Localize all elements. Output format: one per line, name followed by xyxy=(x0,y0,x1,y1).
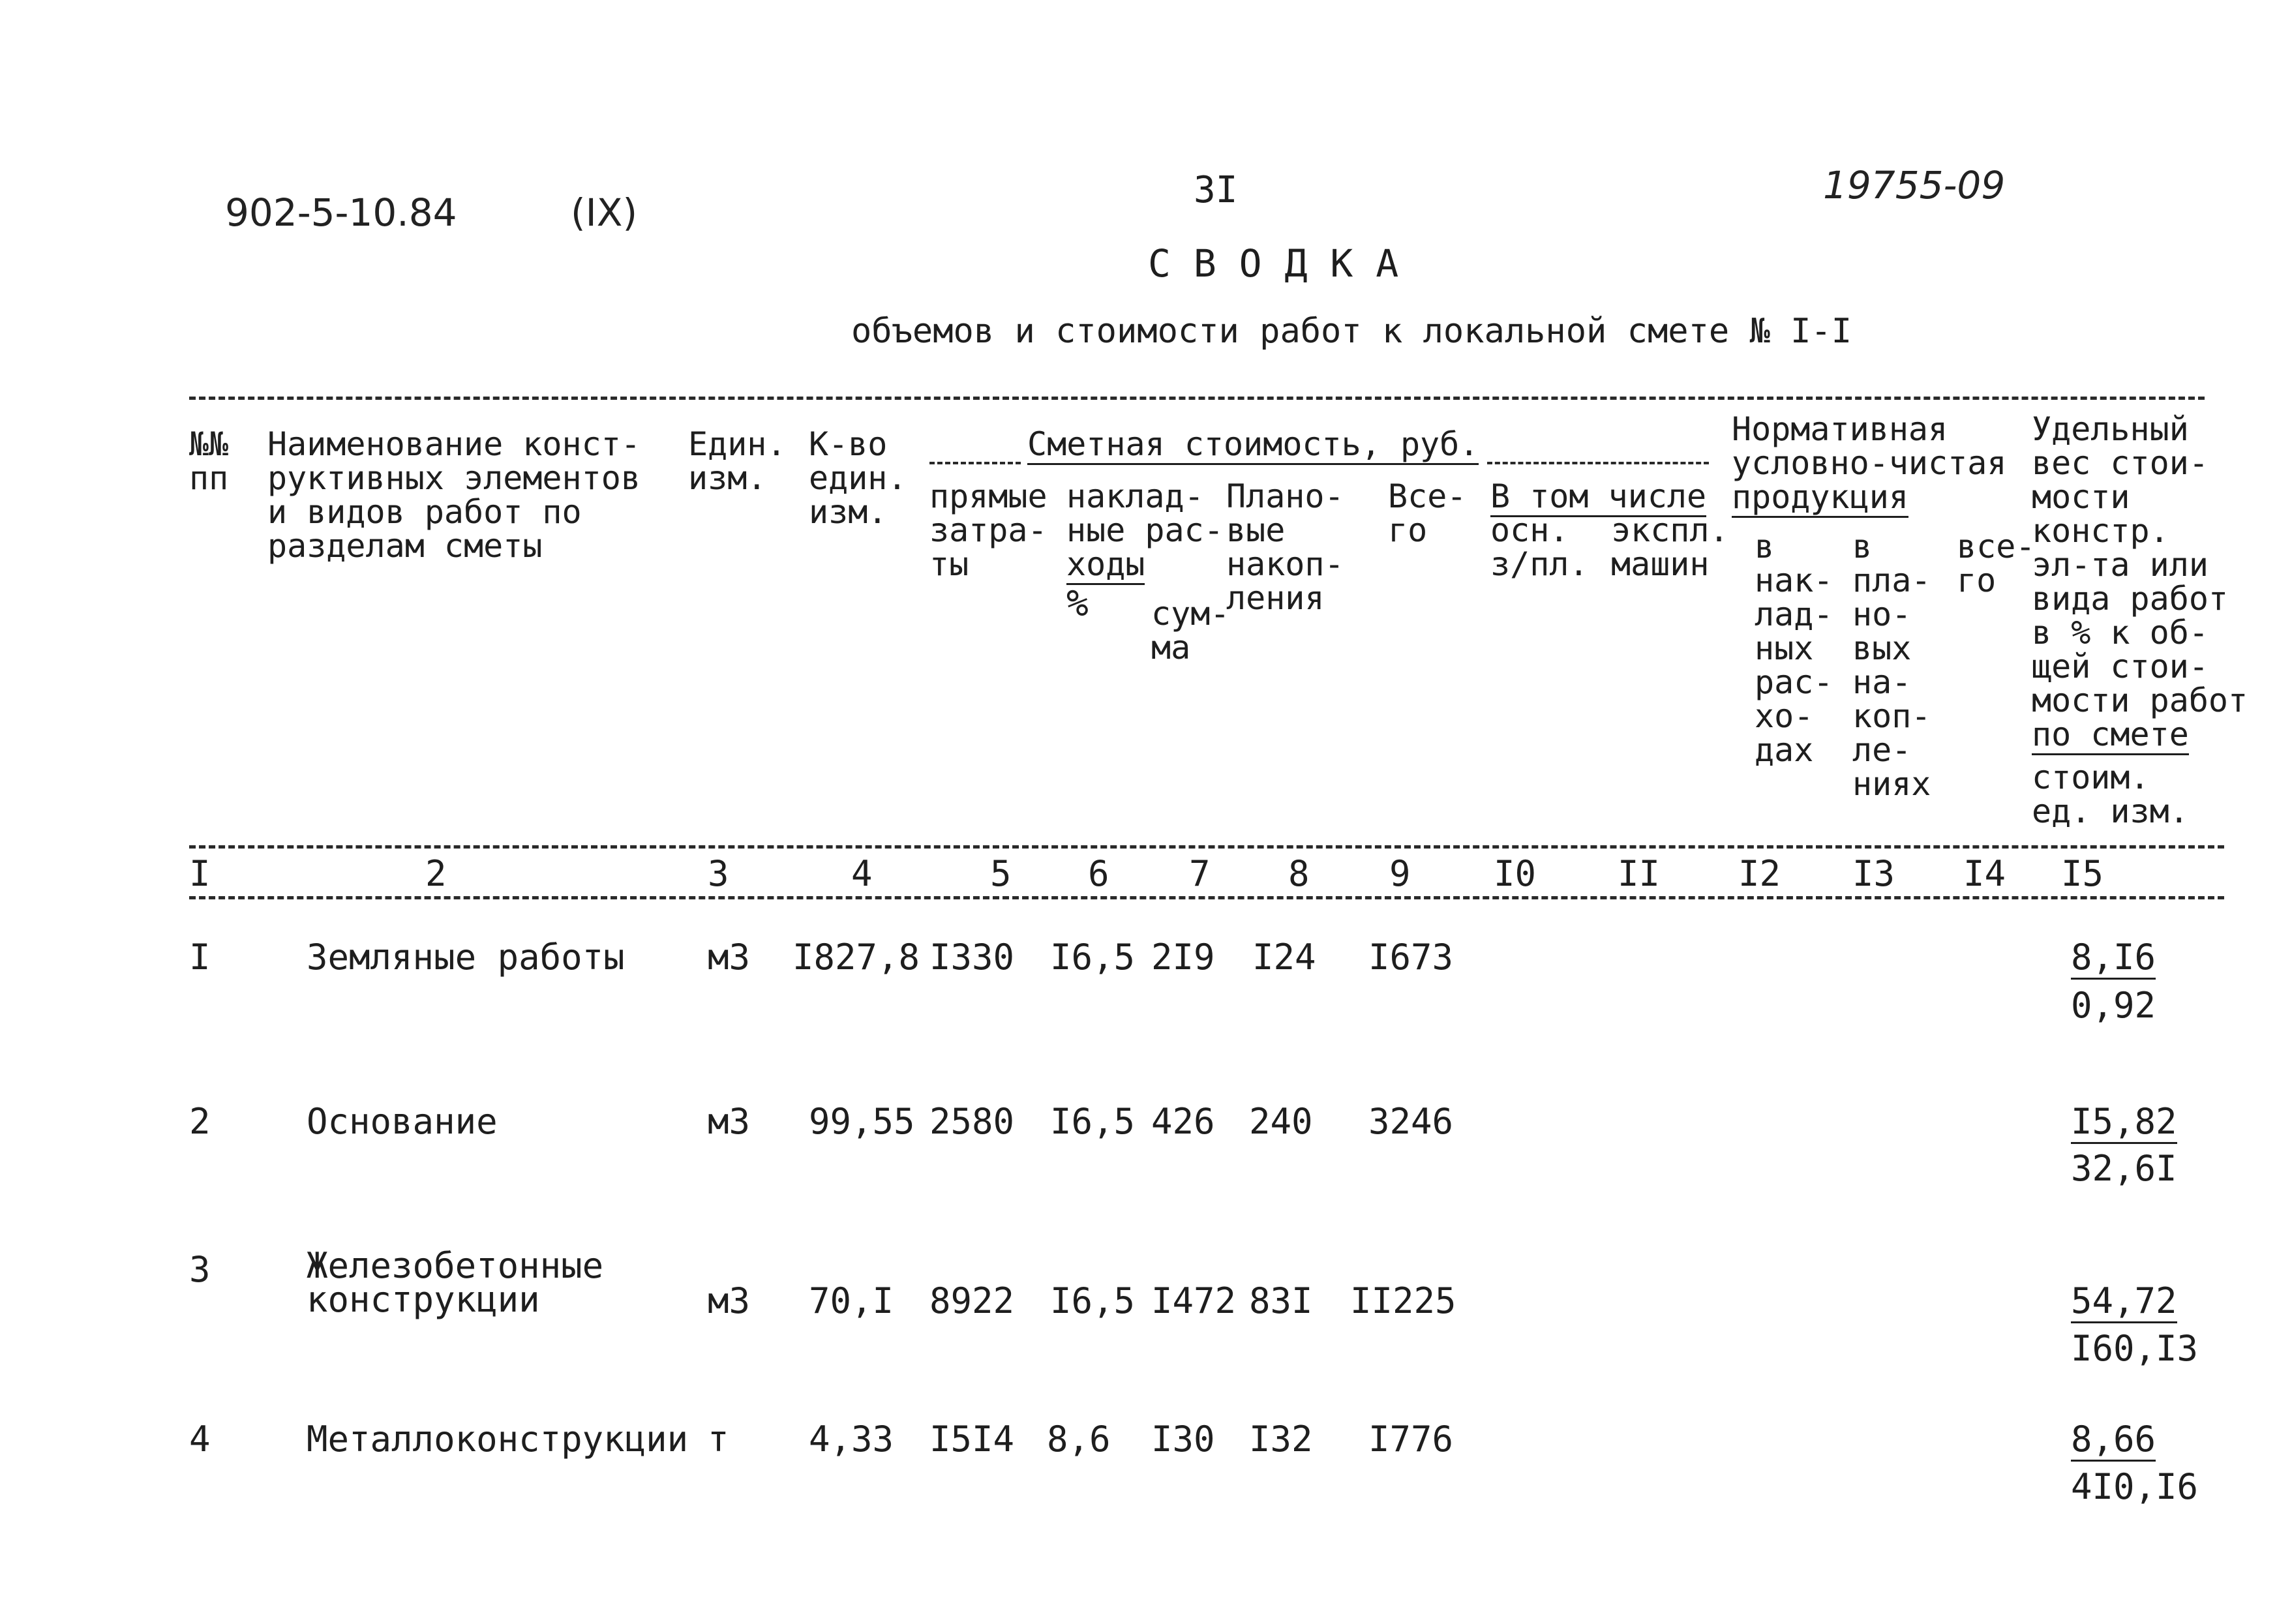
header-col13: в пла- но- вых на- коп- ле- ниях xyxy=(1852,528,1931,803)
overhead-percent: I6,5 xyxy=(1050,937,1136,978)
unit-cost: I60,I3 xyxy=(2071,1328,2199,1369)
header-col5: прямые затра- ты xyxy=(929,477,1048,583)
colnum-bottom-rule xyxy=(189,896,2224,899)
unit: м3 xyxy=(708,1280,751,1321)
cost-group-dash-left xyxy=(929,462,1021,464)
colnum: I2 xyxy=(1738,853,1781,894)
header-col14: все- го xyxy=(1957,528,2036,599)
colnum: 2 xyxy=(425,853,447,894)
header-col15: Удельный вес стои- мости констр. эл-та или вида работ в % к об- щей стои- мости работ по смете стоим. ед. изм. xyxy=(2032,410,2248,830)
overhead-sum: 426 xyxy=(1151,1101,1215,1142)
document-subtitle: объемов и стоимости работ к локальной смете № I-I xyxy=(851,312,1852,351)
header-col4: К-во един. изм. xyxy=(809,425,907,531)
planned-savings: 83I xyxy=(1249,1280,1313,1321)
overhead-sum: 2I9 xyxy=(1151,937,1215,978)
unit-cost: 4I0,I6 xyxy=(2071,1466,2199,1507)
overhead-sum: I30 xyxy=(1151,1419,1215,1460)
colnum: 9 xyxy=(1389,853,1411,894)
header-incl-group: В том числе xyxy=(1490,479,1706,513)
header-col9: Все- го xyxy=(1388,477,1467,549)
quantity: 4,33 xyxy=(809,1419,894,1460)
colnum: I5 xyxy=(2061,853,2104,894)
colnum: 6 xyxy=(1088,853,1109,894)
header-col8: Плано- вые накоп- ления xyxy=(1226,477,1344,617)
work-name: Железобетонные конструкции xyxy=(307,1245,604,1320)
header-norm-group: Нормативная условно-чистая продукция xyxy=(1732,412,2006,514)
direct-costs: 8922 xyxy=(929,1280,1015,1321)
colnum: 7 xyxy=(1189,853,1211,894)
part-number: (IX) xyxy=(571,190,638,235)
quantity: 70,I xyxy=(809,1280,894,1321)
row-number: 2 xyxy=(189,1101,211,1142)
unit: м3 xyxy=(708,1101,751,1142)
document-title: С В О Д К А xyxy=(1148,241,1399,286)
header-col10: осн. з/пл. xyxy=(1490,511,1589,583)
work-name: Основание xyxy=(307,1101,498,1142)
overhead-percent: I6,5 xyxy=(1050,1101,1136,1142)
archive-number: 19755-09 xyxy=(1823,163,2006,207)
header-col3: Един. изм. xyxy=(688,425,787,497)
unit-cost: 32,6I xyxy=(2071,1148,2177,1189)
share-percent: 8,66 xyxy=(2071,1419,2156,1460)
header-cost-group: Сметная стоимость, руб. xyxy=(1027,427,1479,461)
colnum: 3 xyxy=(708,853,729,894)
unit: м3 xyxy=(708,937,751,978)
work-name: Земляные работы xyxy=(307,937,625,978)
colnum: I xyxy=(189,853,211,894)
colnum: 8 xyxy=(1288,853,1310,894)
header-col6-percent: % xyxy=(1066,582,1089,625)
row-number: 4 xyxy=(189,1419,211,1460)
header-top-rule xyxy=(189,397,2205,400)
overhead-sum: I472 xyxy=(1151,1280,1237,1321)
share-percent: 54,72 xyxy=(2071,1280,2177,1321)
direct-costs: I5I4 xyxy=(929,1419,1015,1460)
unit: т xyxy=(708,1419,729,1460)
work-name: Металлоконструкции xyxy=(307,1419,689,1460)
direct-costs: 2580 xyxy=(929,1101,1015,1142)
total: I673 xyxy=(1368,937,1454,978)
direct-costs: I330 xyxy=(929,937,1015,978)
header-col1: №№ пп xyxy=(189,425,229,497)
overhead-percent: 8,6 xyxy=(1047,1419,1111,1460)
colnum: 5 xyxy=(990,853,1012,894)
share-percent: I5,82 xyxy=(2071,1101,2177,1142)
row-number: 3 xyxy=(189,1249,211,1290)
total: I776 xyxy=(1368,1419,1454,1460)
header-col12: в нак- лад- ных рас- хо- дах xyxy=(1755,528,1833,769)
colnum: II xyxy=(1618,853,1661,894)
colnum: I4 xyxy=(1963,853,2006,894)
colnum: I0 xyxy=(1494,853,1537,894)
colnum: I3 xyxy=(1852,853,1895,894)
header-col11: экспл. машин xyxy=(1611,511,1729,583)
page-number: 3I xyxy=(1194,169,1238,211)
total: II225 xyxy=(1350,1280,1456,1321)
header-col7: сум- ма xyxy=(1151,595,1230,667)
share-percent: 8,I6 xyxy=(2071,937,2156,978)
header-col2: Наименование конст- руктивных элементов и видов работ по разделам сметы xyxy=(267,425,641,565)
colnum: 4 xyxy=(851,853,873,894)
header-col6-7-group: наклад- ные рас- ходы xyxy=(1066,479,1224,581)
planned-savings: I24 xyxy=(1252,937,1316,978)
cost-group-dash-right xyxy=(1487,462,1709,464)
unit-cost: 0,92 xyxy=(2071,985,2156,1026)
planned-savings: I32 xyxy=(1249,1419,1313,1460)
total: 3246 xyxy=(1368,1101,1454,1142)
overhead-percent: I6,5 xyxy=(1050,1280,1136,1321)
colnum-top-rule xyxy=(189,845,2224,849)
document-code: 902-5-10.84 xyxy=(225,190,457,235)
row-number: I xyxy=(189,937,211,978)
quantity: I827,8 xyxy=(792,937,920,978)
quantity: 99,55 xyxy=(809,1101,915,1142)
planned-savings: 240 xyxy=(1249,1101,1313,1142)
